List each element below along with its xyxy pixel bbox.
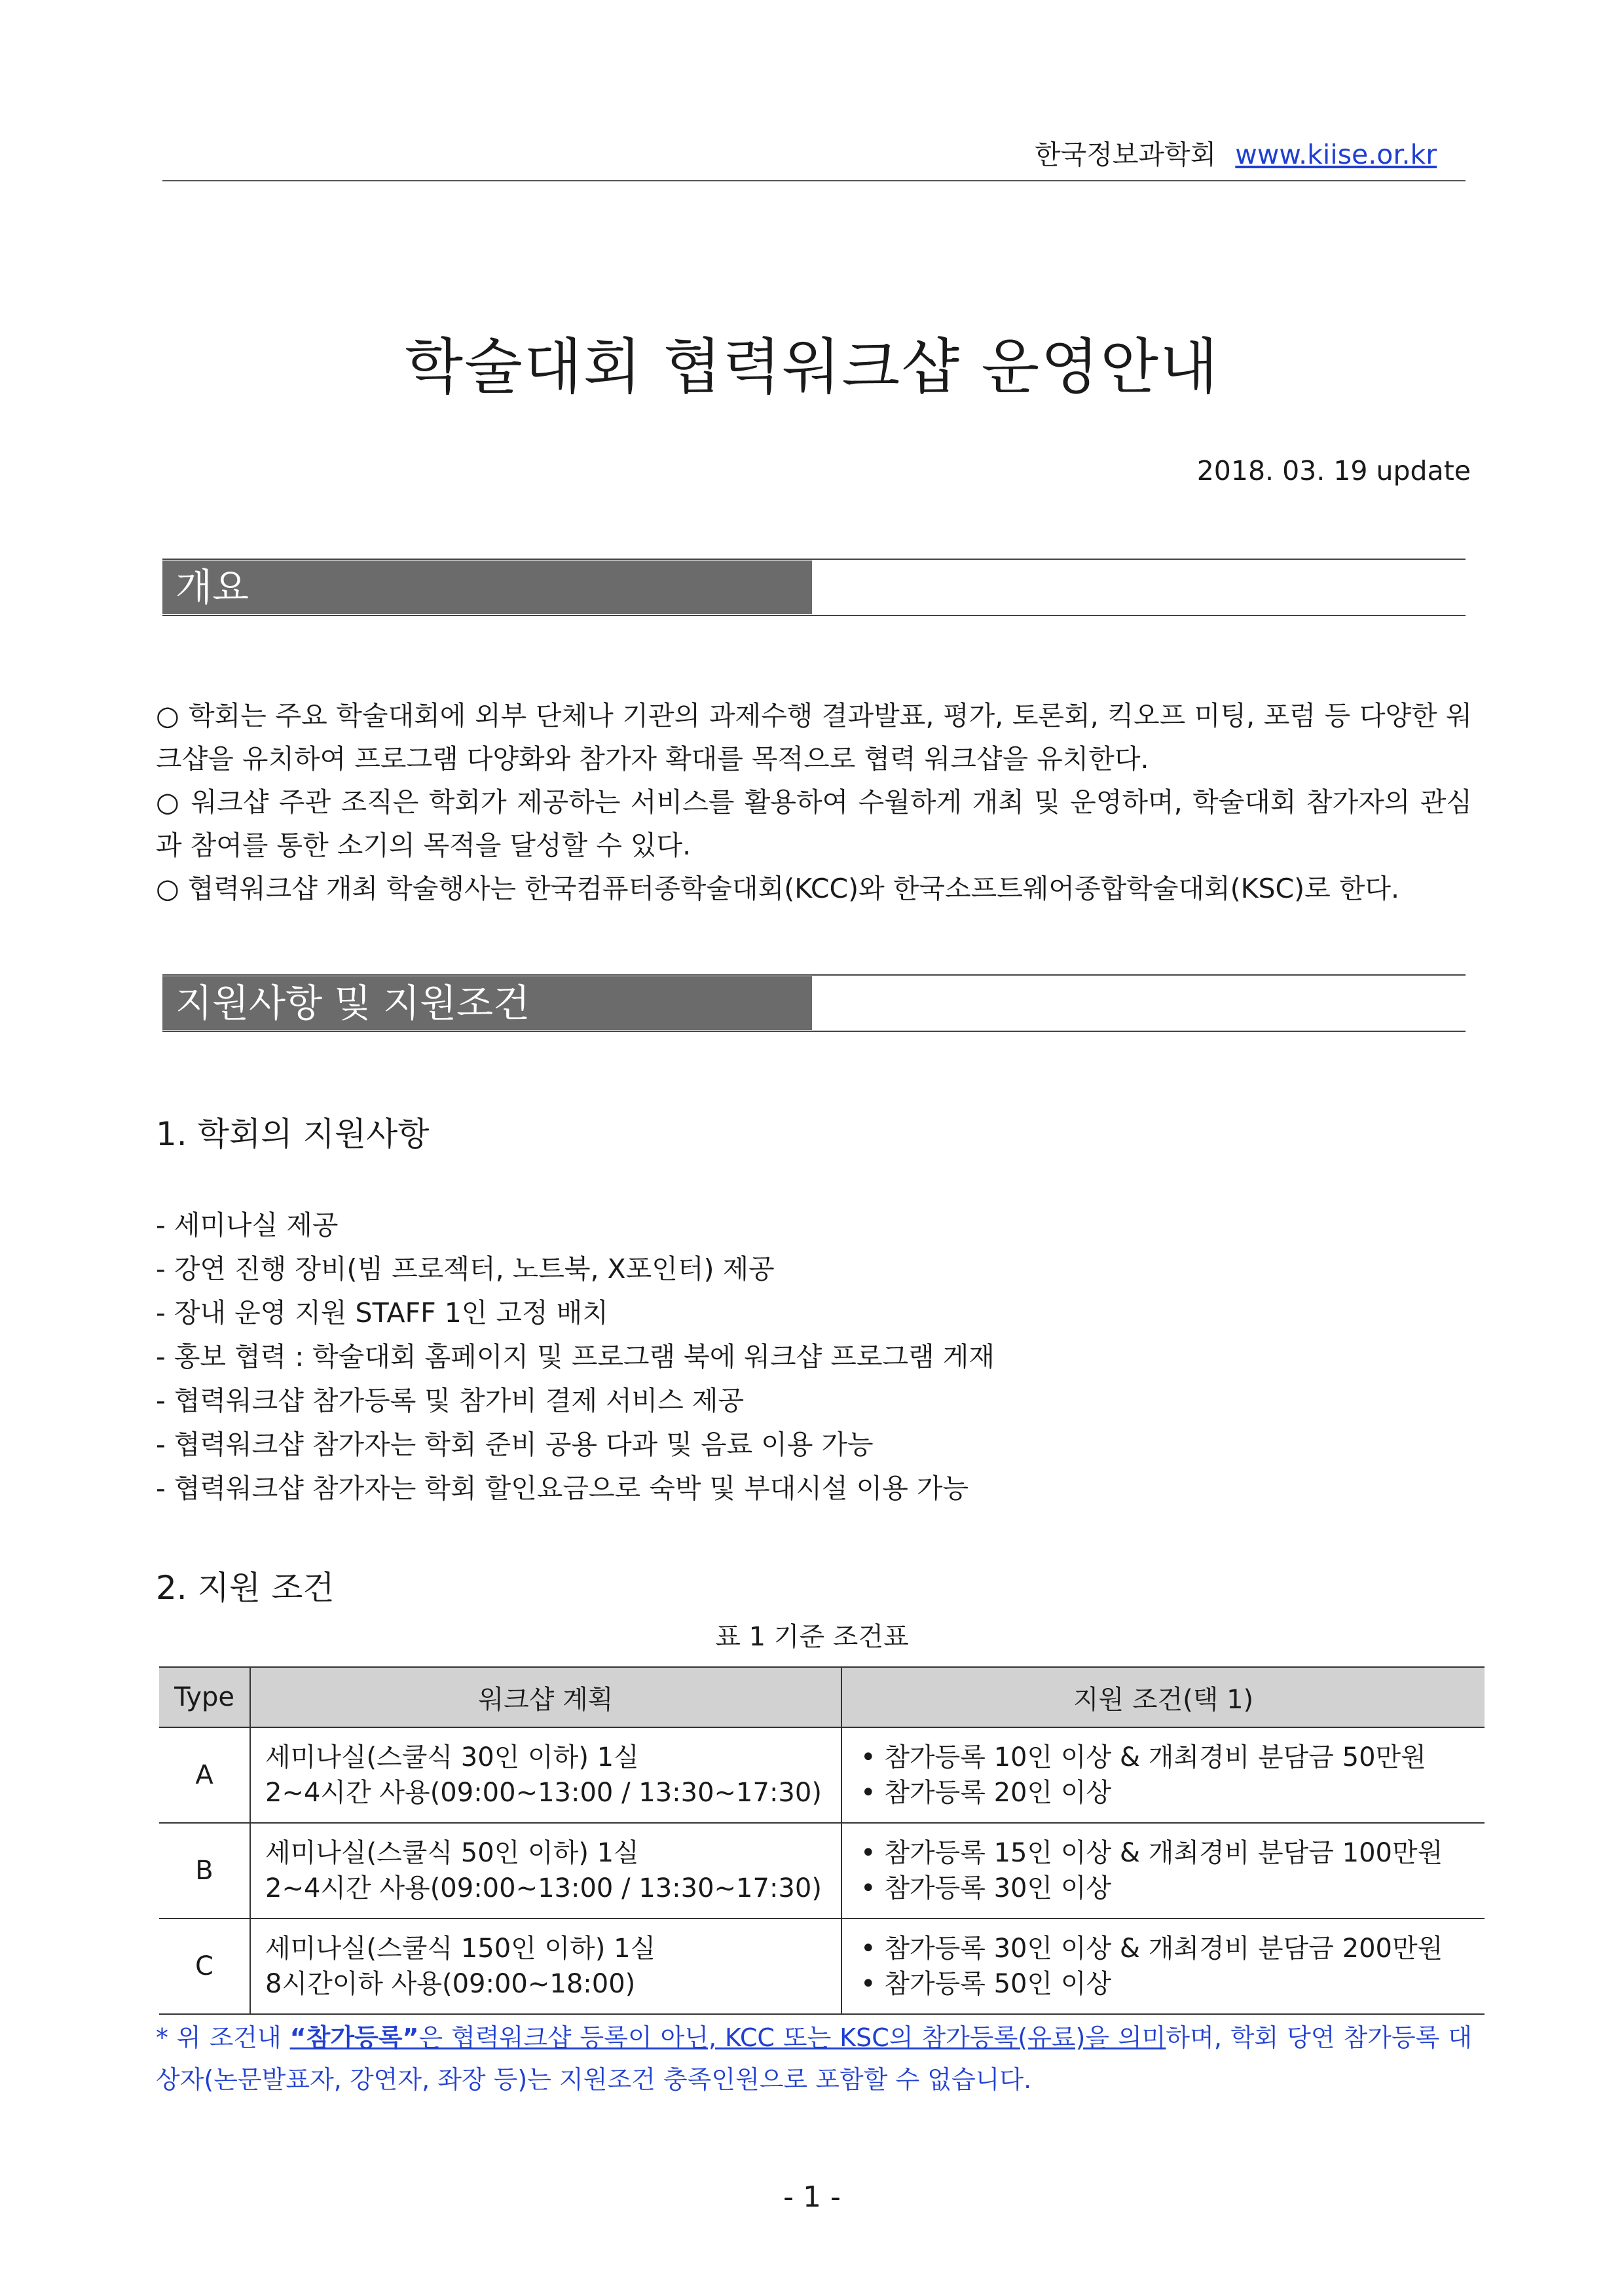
conditions-cell — [841, 1727, 1485, 1823]
section-overview-bottom-rule — [162, 615, 1466, 616]
section-overview-top-rule — [162, 559, 1466, 560]
list-item: - 강연 진행 장비(빔 프로젝터, 노트북, X포인터) 제공 — [156, 1253, 775, 1285]
support-items-list — [156, 1203, 1466, 1511]
column-header-type: Type — [159, 1667, 250, 1727]
condition-line: 참가등록 30인 이상 & 개최경비 분담금 200만원 — [884, 1934, 1443, 1964]
column-header-plan: 워크샵 계획 — [250, 1667, 841, 1727]
footnote-suffix: 하며, 학회 당연 참가등록 대상자(논문발표자, 강연자, 좌장 등)는 지원조건 충족인원으로 포함할 수 없습니다. — [156, 2023, 1473, 2094]
footnote-keyword: “참가등록” — [289, 2023, 419, 2052]
column-header-conditions: 지원 조건(택 1) — [841, 1667, 1485, 1727]
condition-line: 참가등록 10인 이상 & 개최경비 분담금 50만원 — [884, 1742, 1426, 1772]
plan-line: 8시간이하 사용(09:00~18:00) — [265, 1969, 636, 1999]
overview-paragraph: ○ 워크샵 주관 조직은 학회가 제공하는 서비스를 활용하여 수월하게 개최 및 운영하며, 학술대회 참가자의 관심과 참여를 통한 소기의 목적을 달성할 수 있다. — [156, 786, 1472, 861]
header-org — [1035, 133, 1437, 172]
conditions-cell — [841, 1919, 1485, 2014]
subheading-support-items: 1. 학회의 지원사항 — [156, 1115, 430, 1153]
condition-line: 참가등록 30인 이상 — [884, 1873, 1112, 1903]
condition-line: 참가등록 50인 이상 — [884, 1969, 1112, 1999]
section-support-top-rule — [162, 974, 1466, 976]
page-number: - 1 - — [783, 2180, 841, 2214]
plan-line: 세미나실(스쿨식 30인 이하) 1실 — [265, 1742, 639, 1772]
condition-line: 참가등록 15인 이상 & 개최경비 분담금 100만원 — [884, 1838, 1443, 1868]
list-item: - 협력워크샵 참가자는 학회 할인요금으로 숙박 및 부대시설 이용 가능 — [156, 1473, 969, 1504]
list-item: - 협력워크샵 참가자는 학회 준비 공용 다과 및 음료 이용 가능 — [156, 1429, 874, 1460]
list-item: - 홍보 협력 : 학술대회 홈페이지 및 프로그램 북에 워크샵 프로그램 게재 — [156, 1341, 995, 1372]
update-date: 2018. 03. 19 update — [1196, 455, 1471, 487]
table-caption: 표 1 기준 조건표 — [715, 1622, 909, 1652]
org-url-link[interactable]: www.kiise.or.kr — [1235, 139, 1437, 170]
list-item: - 세미나실 제공 — [156, 1209, 339, 1241]
section-support-heading: 지원사항 및 지원조건 — [162, 976, 812, 1030]
type-cell: C — [159, 1919, 250, 2014]
conditions-cell — [841, 1823, 1485, 1919]
type-cell: B — [159, 1823, 250, 1919]
section-support-bottom-rule — [162, 1031, 1466, 1032]
header-divider — [162, 180, 1466, 181]
footnote-prefix: * 위 조건내 — [156, 2023, 290, 2052]
plan-line: 세미나실(스쿨식 50인 이하) 1실 — [265, 1838, 639, 1868]
plan-cell — [250, 1823, 841, 1919]
list-item: - 협력워크샵 참가등록 및 참가비 결제 서비스 제공 — [156, 1385, 745, 1416]
table-footnote — [156, 2017, 1472, 2101]
table-row — [159, 1823, 1485, 1919]
plan-line: 세미나실(스쿨식 150인 이하) 1실 — [265, 1934, 656, 1964]
type-cell: A — [159, 1727, 250, 1823]
condition-line: 참가등록 20인 이상 — [884, 1778, 1112, 1808]
plan-line: 2~4시간 사용(09:00~13:00 / 13:30~17:30) — [265, 1873, 822, 1903]
table-header-row — [159, 1667, 1485, 1727]
footnote-emphasis: 은 협력워크샵 등록이 아닌, KCC 또는 KSC의 참가등록(유료)을 의미 — [418, 2023, 1166, 2052]
overview-paragraph: ○ 학회는 주요 학술대회에 외부 단체나 기관의 과제수행 결과발표, 평가, 토론회, 킥오프 미팅, 포럼 등 다양한 워크샵을 유치하여 프로그램 다양화와 참가자 확대를 목적으로 협력 워크샵을 유치한다. — [156, 700, 1472, 775]
list-item: - 장내 운영 지원 STAFF 1인 고정 배치 — [156, 1297, 608, 1329]
overview-text — [156, 694, 1472, 910]
org-name: 한국정보과학회 — [1035, 139, 1217, 170]
plan-cell — [250, 1727, 841, 1823]
table-row — [159, 1919, 1485, 2014]
subheading-support-conditions: 2. 지원 조건 — [156, 1569, 335, 1607]
plan-line: 2~4시간 사용(09:00~13:00 / 13:30~17:30) — [265, 1778, 822, 1808]
criteria-table — [159, 1666, 1485, 2015]
table-row — [159, 1727, 1485, 1823]
section-overview-heading: 개요 — [162, 560, 812, 614]
document-title: 학술대회 협력워크샵 운영안내 — [405, 332, 1219, 402]
plan-cell — [250, 1919, 841, 2014]
overview-paragraph: ○ 협력워크샵 개최 학술행사는 한국컴퓨터종학술대회(KCC)와 한국소프트웨어종합학술대회(KSC)로 한다. — [156, 873, 1400, 904]
